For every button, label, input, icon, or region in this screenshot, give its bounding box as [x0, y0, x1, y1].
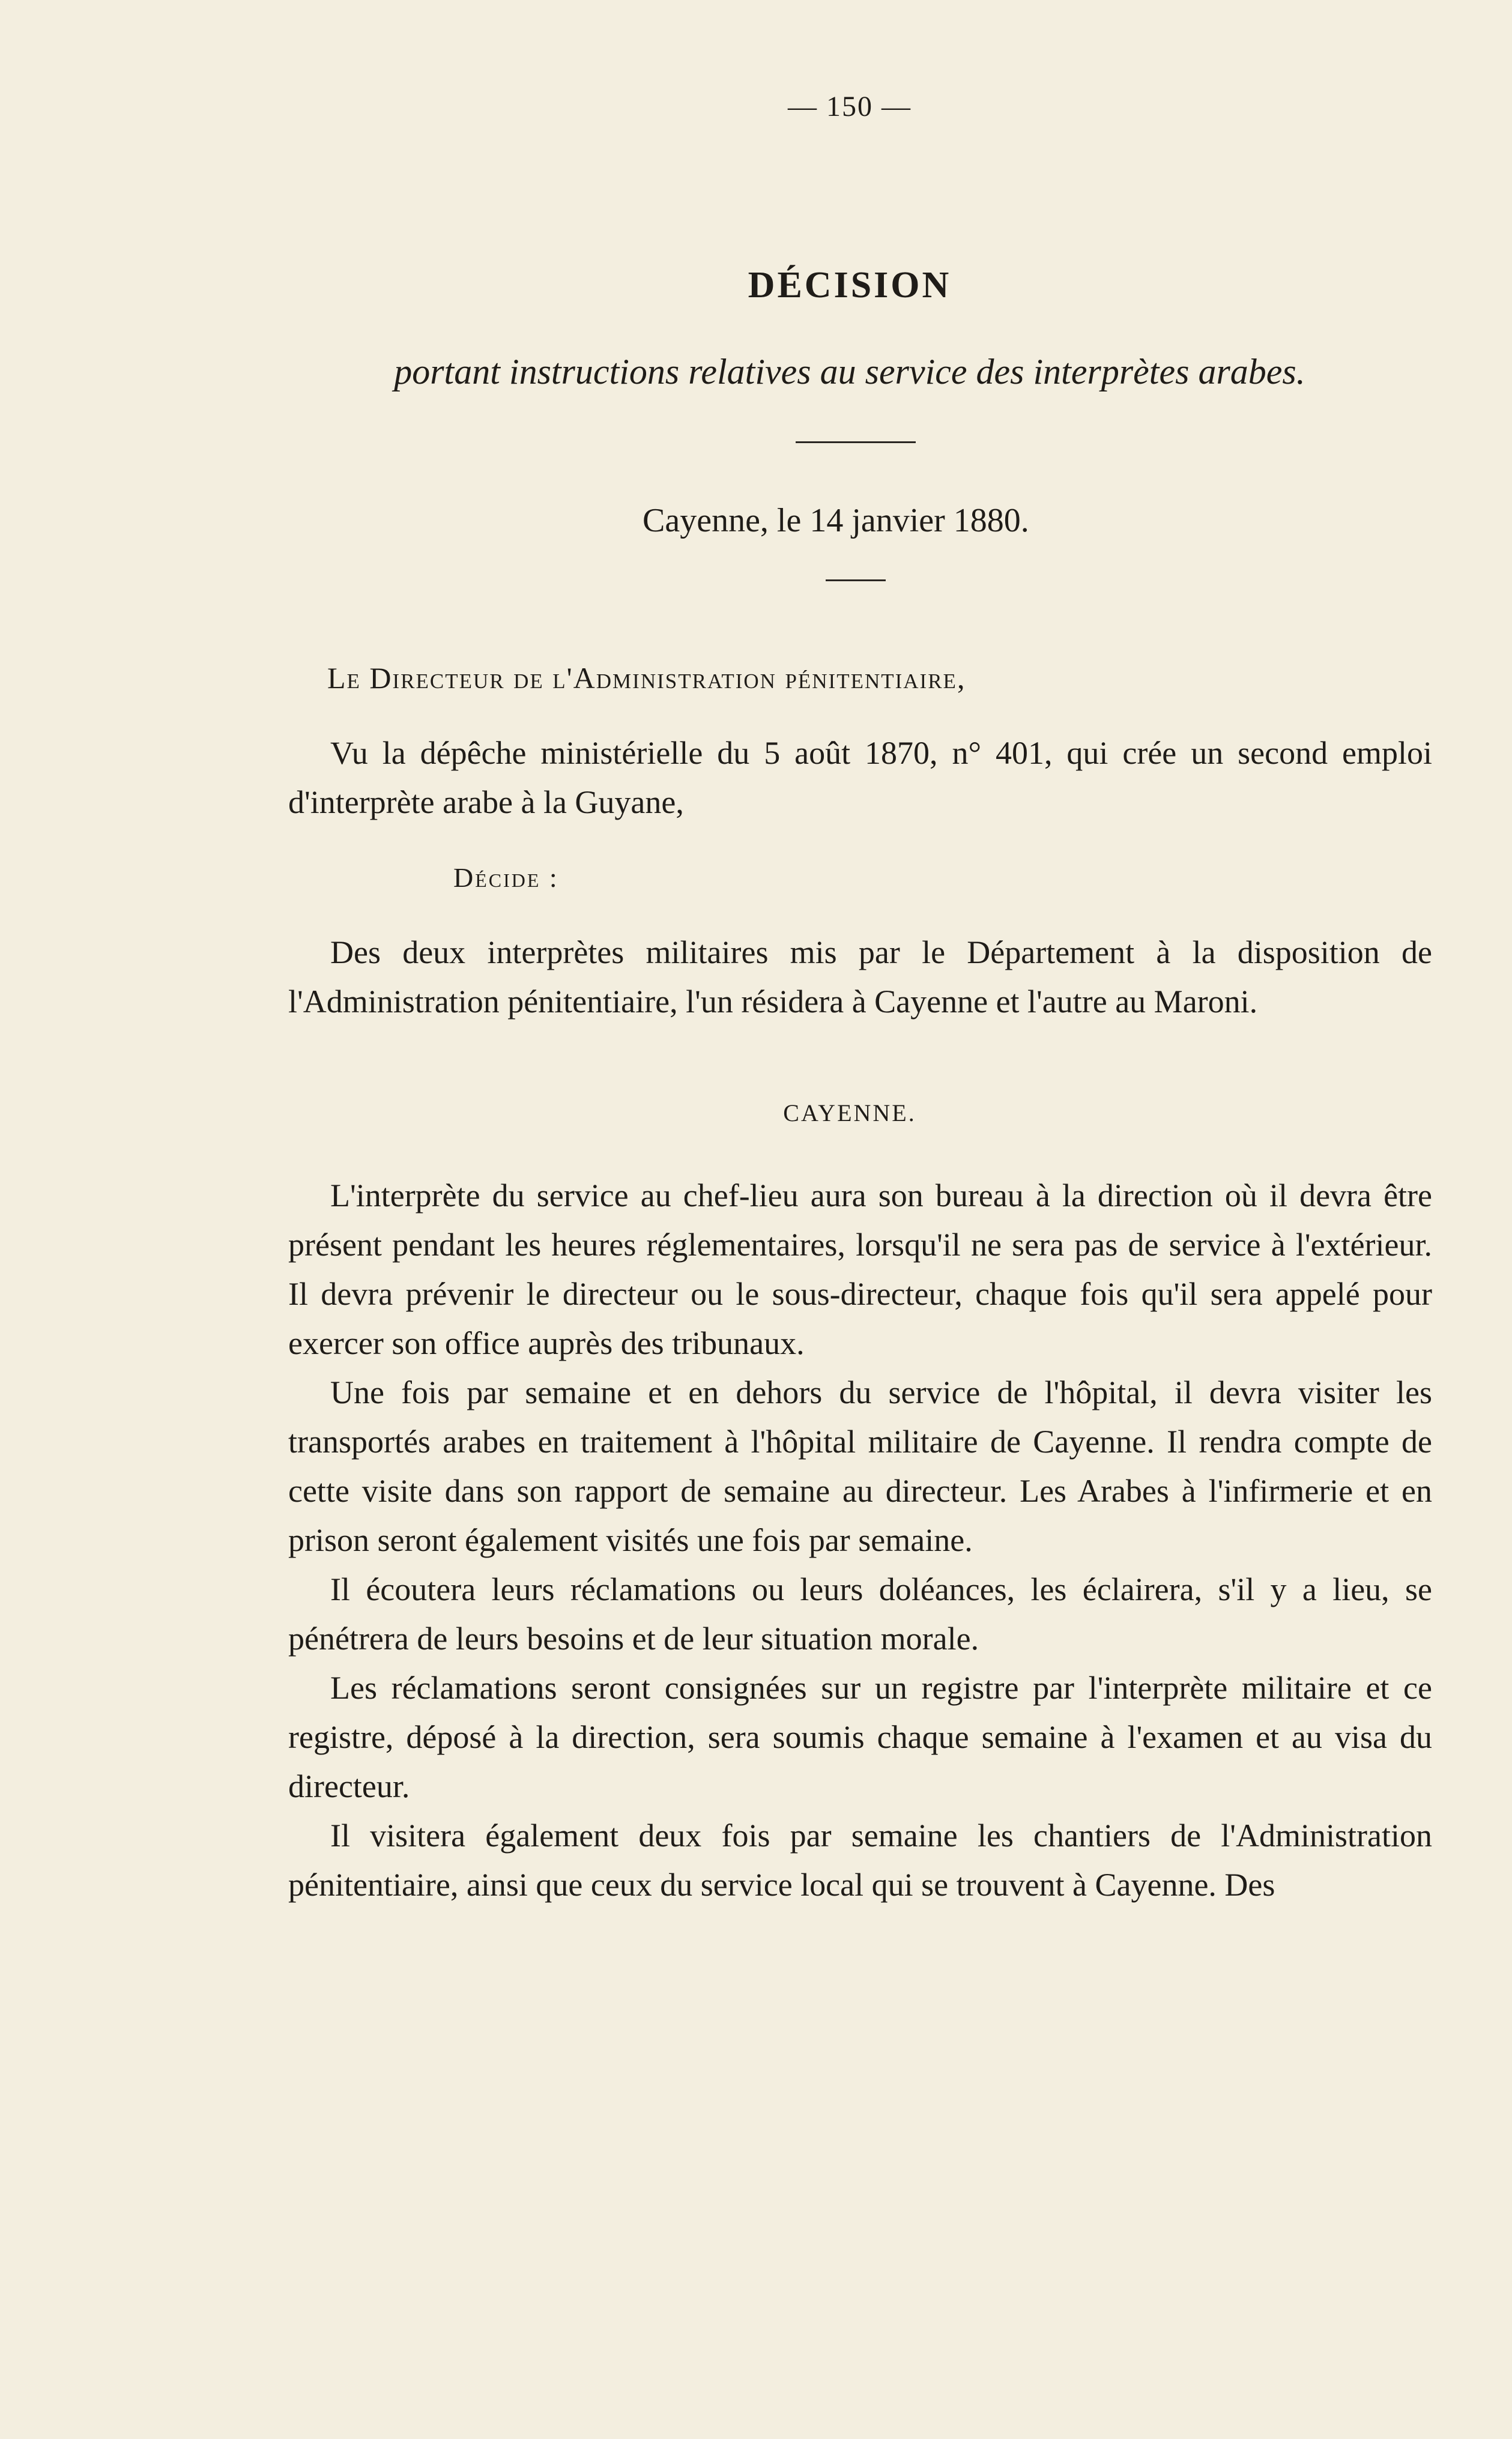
- preamble-paragraph: Vu la dépêche ministérielle du 5 août 1870, n° 401, qui crée un second emploi d'interprète arabe à la Guyane,: [288, 735, 1432, 820]
- article-block: [288, 928, 1432, 1026]
- body-paragraph: Les réclamations seront consignées sur un registre par l'interprète militaire et ce registre, déposé à la direction, sera soumis chaque semaine à l'examen et au visa du directeur.: [288, 1670, 1432, 1804]
- dateline: Cayenne, le 14 janvier 1880.: [643, 502, 1029, 539]
- issuing-authority: Le Directeur de l'Administration pénitentiaire,: [327, 661, 966, 695]
- main-text-block: [288, 1171, 1432, 1909]
- article-paragraph: Des deux interprètes militaires mis par le Département à la disposition de l'Administration pénitentiaire, l'un résidera à Cayenne et l'autre au Maroni.: [288, 934, 1432, 1020]
- body-paragraph: Une fois par semaine et en dehors du service de l'hôpital, il devra visiter les transportés arabes en traitement à l'hôpital militaire de Cayenne. Il rendra compte de cette visite dans son rapport de semaine au directeur. Les Arabes à l'infirmerie et en prison seront également visités une fois par semaine.: [288, 1374, 1432, 1558]
- divider-rule-short: [826, 579, 886, 581]
- divider-rule: [796, 441, 916, 443]
- page-number: — 150 —: [788, 91, 912, 122]
- body-paragraph: Il visitera également deux fois par semaine les chantiers de l'Administration pénitentiaire, ainsi que ceux du service local qui se trouvent à Cayenne. Des: [288, 1818, 1432, 1903]
- section-heading: CAYENNE.: [783, 1099, 916, 1126]
- body-paragraph: L'interprète du service au chef-lieu aura son bureau à la direction où il devra être présent pendant les heures réglementaires, lorsqu'il ne sera pas de service à l'extérieur. Il devra prévenir le directeur ou le sous-directeur, chaque fois qu'il sera appelé pour exercer son office auprès des tribunaux.: [288, 1177, 1432, 1361]
- page-title: DÉCISION: [748, 265, 952, 306]
- page-subtitle: portant instructions relatives au service des interprètes arabes.: [394, 352, 1305, 391]
- decide-heading: Décide :: [453, 862, 559, 893]
- body-paragraph: Il écoutera leurs réclamations ou leurs doléances, les éclairera, s'il y a lieu, se pénétrera de leurs besoins et de leur situation morale.: [288, 1571, 1432, 1657]
- preamble-block: [288, 728, 1432, 827]
